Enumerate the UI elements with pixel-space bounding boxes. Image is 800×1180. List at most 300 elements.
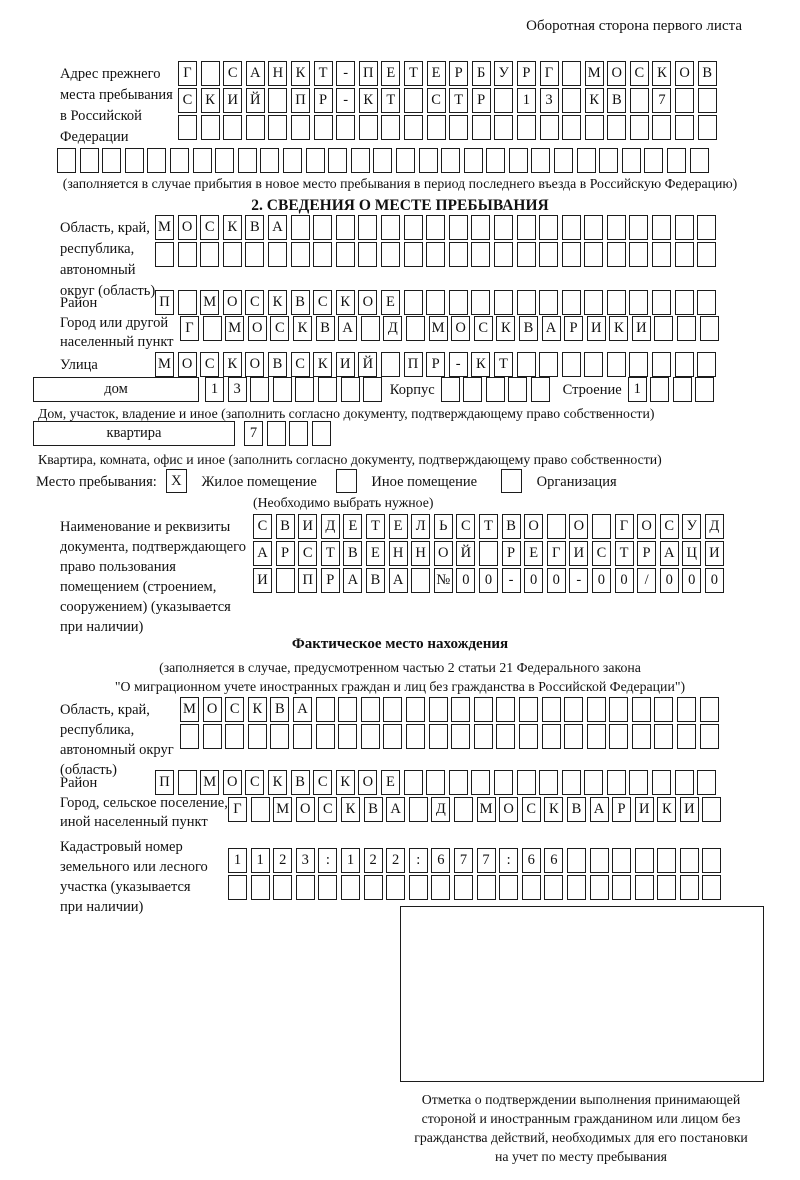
char-box[interactable]	[496, 724, 515, 749]
char-box[interactable]: Т	[479, 514, 498, 539]
char-box[interactable]: С	[223, 61, 242, 86]
char-box[interactable]	[544, 875, 563, 900]
char-box[interactable]	[486, 377, 505, 402]
char-box[interactable]	[501, 469, 522, 493]
char-box[interactable]	[336, 215, 355, 240]
char-box[interactable]	[542, 697, 561, 722]
char-box[interactable]	[652, 215, 671, 240]
char-box[interactable]: С	[660, 514, 679, 539]
char-box[interactable]	[697, 290, 716, 315]
char-box[interactable]	[125, 148, 144, 173]
char-box[interactable]: О	[358, 290, 377, 315]
char-box[interactable]: Н	[268, 61, 287, 86]
char-box[interactable]: /	[637, 568, 656, 593]
char-box[interactable]: Л	[411, 514, 430, 539]
char-box[interactable]: М	[225, 316, 244, 341]
char-box[interactable]	[201, 115, 220, 140]
char-box[interactable]	[178, 242, 197, 267]
char-box[interactable]: М	[200, 770, 219, 795]
char-box[interactable]: Е	[366, 541, 385, 566]
char-box[interactable]: 3	[228, 377, 247, 402]
char-box[interactable]	[464, 148, 483, 173]
char-box[interactable]	[562, 242, 581, 267]
char-box[interactable]: С	[630, 61, 649, 86]
char-box[interactable]: И	[587, 316, 606, 341]
char-box[interactable]: С	[291, 352, 310, 377]
char-box[interactable]	[607, 242, 626, 267]
char-box[interactable]	[697, 352, 716, 377]
char-box[interactable]	[381, 215, 400, 240]
char-box[interactable]	[318, 377, 337, 402]
char-box[interactable]	[519, 697, 538, 722]
char-box[interactable]: И	[635, 797, 654, 822]
char-box[interactable]	[654, 697, 673, 722]
char-box[interactable]	[496, 697, 515, 722]
char-box[interactable]: Р	[426, 352, 445, 377]
char-box[interactable]: М	[429, 316, 448, 341]
char-box[interactable]	[584, 215, 603, 240]
char-box[interactable]	[531, 377, 550, 402]
char-box[interactable]: Г	[540, 61, 559, 86]
char-box[interactable]	[102, 148, 121, 173]
char-box[interactable]: 0	[547, 568, 566, 593]
char-box[interactable]: И	[569, 541, 588, 566]
char-box[interactable]	[471, 215, 490, 240]
char-box[interactable]: П	[155, 290, 174, 315]
char-box[interactable]: С	[245, 770, 264, 795]
char-box[interactable]	[291, 115, 310, 140]
char-box[interactable]	[577, 148, 596, 173]
char-box[interactable]	[429, 697, 448, 722]
char-box[interactable]	[539, 352, 558, 377]
char-box[interactable]: О	[358, 770, 377, 795]
char-box[interactable]: О	[178, 352, 197, 377]
char-box[interactable]: Г	[228, 797, 247, 822]
char-box[interactable]	[404, 115, 423, 140]
char-box[interactable]: А	[253, 541, 272, 566]
char-box[interactable]	[474, 697, 493, 722]
char-box[interactable]: В	[270, 697, 289, 722]
char-box[interactable]: М	[155, 352, 174, 377]
char-box[interactable]	[635, 875, 654, 900]
char-box[interactable]	[499, 875, 518, 900]
char-box[interactable]: Т	[449, 88, 468, 113]
char-box[interactable]	[471, 290, 490, 315]
char-box[interactable]	[700, 316, 719, 341]
char-box[interactable]	[386, 875, 405, 900]
char-box[interactable]	[554, 148, 573, 173]
char-box[interactable]: Е	[427, 61, 446, 86]
char-box[interactable]	[361, 697, 380, 722]
char-box[interactable]	[517, 352, 536, 377]
char-box[interactable]	[607, 290, 626, 315]
char-box[interactable]	[441, 148, 460, 173]
char-box[interactable]: О	[675, 61, 694, 86]
char-box[interactable]	[622, 148, 641, 173]
char-box[interactable]: И	[253, 568, 272, 593]
char-box[interactable]: 1	[628, 377, 647, 402]
char-box[interactable]	[336, 115, 355, 140]
char-box[interactable]: 1	[517, 88, 536, 113]
char-box[interactable]: Р	[276, 541, 295, 566]
char-box[interactable]	[351, 148, 370, 173]
char-box[interactable]: В	[245, 215, 264, 240]
char-box[interactable]	[522, 875, 541, 900]
char-box[interactable]	[313, 215, 332, 240]
char-box[interactable]	[471, 770, 490, 795]
char-box[interactable]	[652, 290, 671, 315]
char-box[interactable]	[698, 88, 717, 113]
char-box[interactable]	[180, 724, 199, 749]
char-box[interactable]: В	[366, 568, 385, 593]
char-box[interactable]	[441, 377, 460, 402]
char-box[interactable]: 7	[454, 848, 473, 873]
char-box[interactable]: А	[268, 215, 287, 240]
char-box[interactable]	[268, 115, 287, 140]
char-box[interactable]: С	[245, 290, 264, 315]
char-box[interactable]	[612, 875, 631, 900]
char-box[interactable]: О	[223, 770, 242, 795]
char-box[interactable]: К	[609, 316, 628, 341]
char-box[interactable]	[383, 697, 402, 722]
char-box[interactable]	[358, 242, 377, 267]
char-box[interactable]	[201, 61, 220, 86]
char-box[interactable]: -	[336, 88, 355, 113]
char-box[interactable]	[295, 377, 314, 402]
char-box[interactable]	[296, 875, 315, 900]
char-box[interactable]: Р	[502, 541, 521, 566]
char-box[interactable]	[592, 514, 611, 539]
char-box[interactable]	[336, 469, 357, 493]
char-box[interactable]	[364, 875, 383, 900]
char-box[interactable]: С	[298, 541, 317, 566]
char-box[interactable]	[341, 377, 360, 402]
char-box[interactable]: А	[660, 541, 679, 566]
char-box[interactable]: -	[449, 352, 468, 377]
char-box[interactable]	[283, 148, 302, 173]
char-box[interactable]	[314, 115, 333, 140]
char-box[interactable]	[147, 148, 166, 173]
char-box[interactable]	[449, 770, 468, 795]
char-box[interactable]: 3	[296, 848, 315, 873]
char-box[interactable]: 7	[244, 421, 263, 446]
char-box[interactable]	[673, 377, 692, 402]
char-box[interactable]	[429, 724, 448, 749]
char-box[interactable]	[404, 88, 423, 113]
char-box[interactable]: А	[389, 568, 408, 593]
char-box[interactable]	[426, 215, 445, 240]
char-box[interactable]	[318, 875, 337, 900]
char-box[interactable]	[404, 770, 423, 795]
char-box[interactable]	[268, 242, 287, 267]
char-box[interactable]: Н	[411, 541, 430, 566]
char-box[interactable]: О	[569, 514, 588, 539]
char-box[interactable]	[250, 377, 269, 402]
char-box[interactable]: Е	[381, 770, 400, 795]
char-box[interactable]: Н	[389, 541, 408, 566]
char-box[interactable]: 2	[273, 848, 292, 873]
char-box[interactable]: К	[585, 88, 604, 113]
char-box[interactable]	[406, 724, 425, 749]
char-box[interactable]: В	[276, 514, 295, 539]
char-box[interactable]: К	[336, 770, 355, 795]
char-box[interactable]: В	[343, 541, 362, 566]
char-box[interactable]: М	[200, 290, 219, 315]
char-box[interactable]: И	[632, 316, 651, 341]
char-box[interactable]: 6	[544, 848, 563, 873]
char-box[interactable]	[215, 148, 234, 173]
char-box[interactable]	[590, 875, 609, 900]
char-box[interactable]	[607, 352, 626, 377]
char-box[interactable]: Д	[321, 514, 340, 539]
char-box[interactable]	[477, 875, 496, 900]
char-box[interactable]	[381, 352, 400, 377]
char-box[interactable]	[57, 148, 76, 173]
char-box[interactable]: Е	[524, 541, 543, 566]
char-box[interactable]: Д	[431, 797, 450, 822]
char-box[interactable]	[540, 115, 559, 140]
char-box[interactable]: 0	[705, 568, 724, 593]
char-box[interactable]	[517, 242, 536, 267]
char-box[interactable]	[479, 541, 498, 566]
char-box[interactable]	[697, 770, 716, 795]
char-box[interactable]: Р	[314, 88, 333, 113]
char-box[interactable]: О	[524, 514, 543, 539]
char-box[interactable]: Г	[180, 316, 199, 341]
char-box[interactable]: Т	[494, 352, 513, 377]
char-box[interactable]: 1	[205, 377, 224, 402]
char-box[interactable]	[267, 421, 286, 446]
char-box[interactable]	[609, 724, 628, 749]
char-box[interactable]	[652, 352, 671, 377]
char-box[interactable]	[584, 352, 603, 377]
char-box[interactable]: -	[502, 568, 521, 593]
char-box[interactable]	[517, 215, 536, 240]
char-box[interactable]	[449, 242, 468, 267]
char-box[interactable]	[539, 290, 558, 315]
char-box[interactable]: -	[569, 568, 588, 593]
char-box[interactable]	[406, 697, 425, 722]
char-box[interactable]	[542, 724, 561, 749]
char-box[interactable]	[547, 514, 566, 539]
char-box[interactable]: 0	[592, 568, 611, 593]
char-box[interactable]	[248, 724, 267, 749]
char-box[interactable]: Р	[449, 61, 468, 86]
char-box[interactable]: А	[338, 316, 357, 341]
char-box[interactable]	[698, 115, 717, 140]
char-box[interactable]	[562, 215, 581, 240]
char-box[interactable]	[599, 148, 618, 173]
char-box[interactable]: О	[248, 316, 267, 341]
char-box[interactable]	[652, 242, 671, 267]
char-box[interactable]: Е	[343, 514, 362, 539]
char-box[interactable]: Р	[321, 568, 340, 593]
char-box[interactable]: 7	[652, 88, 671, 113]
char-box[interactable]	[584, 242, 603, 267]
char-box[interactable]: Г	[615, 514, 634, 539]
char-box[interactable]: Е	[381, 290, 400, 315]
char-box[interactable]	[539, 215, 558, 240]
char-box[interactable]	[170, 148, 189, 173]
char-box[interactable]: М	[477, 797, 496, 822]
char-box[interactable]	[629, 770, 648, 795]
char-box[interactable]: К	[359, 88, 378, 113]
char-box[interactable]: В	[291, 770, 310, 795]
char-box[interactable]	[562, 290, 581, 315]
char-box[interactable]	[313, 242, 332, 267]
char-box[interactable]	[562, 88, 581, 113]
char-box[interactable]: А	[293, 697, 312, 722]
char-box[interactable]	[680, 848, 699, 873]
char-box[interactable]	[607, 115, 626, 140]
char-box[interactable]	[426, 290, 445, 315]
char-box[interactable]	[225, 724, 244, 749]
char-box[interactable]: К	[223, 352, 242, 377]
char-box[interactable]	[675, 770, 694, 795]
char-box[interactable]: 0	[479, 568, 498, 593]
char-box[interactable]	[539, 242, 558, 267]
char-box[interactable]	[238, 148, 257, 173]
char-box[interactable]	[539, 770, 558, 795]
char-box[interactable]	[291, 242, 310, 267]
char-box[interactable]	[312, 421, 331, 446]
char-box[interactable]	[200, 242, 219, 267]
char-box[interactable]	[630, 88, 649, 113]
char-box[interactable]: В	[364, 797, 383, 822]
char-box[interactable]	[409, 875, 428, 900]
char-box[interactable]	[612, 848, 631, 873]
char-box[interactable]: К	[248, 697, 267, 722]
char-box[interactable]	[680, 875, 699, 900]
char-box[interactable]: О	[178, 215, 197, 240]
char-box[interactable]: С	[592, 541, 611, 566]
char-box[interactable]	[702, 848, 721, 873]
char-box[interactable]: О	[607, 61, 626, 86]
char-box[interactable]: В	[502, 514, 521, 539]
char-box[interactable]	[404, 242, 423, 267]
char-box[interactable]: Т	[615, 541, 634, 566]
char-box[interactable]	[508, 377, 527, 402]
char-box[interactable]: С	[313, 770, 332, 795]
char-box[interactable]: Т	[314, 61, 333, 86]
char-box[interactable]	[411, 568, 430, 593]
char-box[interactable]	[406, 316, 425, 341]
char-box[interactable]	[383, 724, 402, 749]
char-box[interactable]: П	[404, 352, 423, 377]
char-box[interactable]: В	[607, 88, 626, 113]
char-box[interactable]	[472, 115, 491, 140]
char-box[interactable]	[564, 724, 583, 749]
char-box[interactable]	[650, 377, 669, 402]
char-box[interactable]: Е	[381, 61, 400, 86]
char-box[interactable]	[451, 697, 470, 722]
char-box[interactable]: 2	[364, 848, 383, 873]
char-box[interactable]: М	[155, 215, 174, 240]
char-box[interactable]	[675, 115, 694, 140]
char-box[interactable]	[675, 88, 694, 113]
char-box[interactable]	[449, 115, 468, 140]
char-box[interactable]: С	[427, 88, 446, 113]
char-box[interactable]	[700, 724, 719, 749]
char-box[interactable]	[584, 290, 603, 315]
char-box[interactable]: С	[270, 316, 289, 341]
char-box[interactable]	[291, 215, 310, 240]
char-box[interactable]	[677, 316, 696, 341]
char-box[interactable]: Т	[366, 514, 385, 539]
char-box[interactable]	[419, 148, 438, 173]
char-box[interactable]: К	[201, 88, 220, 113]
char-box[interactable]	[675, 290, 694, 315]
char-box[interactable]	[652, 770, 671, 795]
char-box[interactable]: Й	[246, 88, 265, 113]
char-box[interactable]	[228, 875, 247, 900]
char-box[interactable]	[657, 848, 676, 873]
char-box[interactable]: К	[268, 290, 287, 315]
char-box[interactable]	[289, 421, 308, 446]
char-box[interactable]: №	[434, 568, 453, 593]
char-box[interactable]	[359, 115, 378, 140]
char-box[interactable]: В	[519, 316, 538, 341]
char-box[interactable]	[697, 215, 716, 240]
char-box[interactable]	[590, 848, 609, 873]
char-box[interactable]: 6	[522, 848, 541, 873]
char-box[interactable]: :	[409, 848, 428, 873]
char-box[interactable]: И	[336, 352, 355, 377]
char-box[interactable]: С	[456, 514, 475, 539]
char-box[interactable]	[338, 697, 357, 722]
char-box[interactable]: X	[166, 469, 187, 493]
char-box[interactable]: И	[223, 88, 242, 113]
char-box[interactable]	[251, 875, 270, 900]
char-box[interactable]	[381, 115, 400, 140]
char-box[interactable]: П	[291, 88, 310, 113]
char-box[interactable]	[178, 290, 197, 315]
char-box[interactable]: П	[298, 568, 317, 593]
char-box[interactable]	[695, 377, 714, 402]
char-box[interactable]	[293, 724, 312, 749]
char-box[interactable]: С	[200, 215, 219, 240]
char-box[interactable]: Р	[517, 61, 536, 86]
char-box[interactable]	[338, 724, 357, 749]
char-box[interactable]: К	[652, 61, 671, 86]
char-box[interactable]	[531, 148, 550, 173]
char-box[interactable]: О	[499, 797, 518, 822]
char-box[interactable]: А	[386, 797, 405, 822]
char-box[interactable]	[697, 242, 716, 267]
char-box[interactable]	[519, 724, 538, 749]
char-box[interactable]	[677, 724, 696, 749]
char-box[interactable]	[644, 148, 663, 173]
char-box[interactable]	[509, 148, 528, 173]
char-box[interactable]	[276, 568, 295, 593]
char-box[interactable]	[427, 115, 446, 140]
char-box[interactable]: 1	[251, 848, 270, 873]
char-box[interactable]	[675, 242, 694, 267]
char-box[interactable]	[409, 797, 428, 822]
char-box[interactable]: Г	[178, 61, 197, 86]
char-box[interactable]: Т	[404, 61, 423, 86]
char-box[interactable]: 0	[615, 568, 634, 593]
char-box[interactable]: У	[494, 61, 513, 86]
char-box[interactable]: С	[200, 352, 219, 377]
char-box[interactable]	[609, 697, 628, 722]
char-box[interactable]	[607, 770, 626, 795]
char-box[interactable]: 6	[431, 848, 450, 873]
char-box[interactable]	[654, 724, 673, 749]
char-box[interactable]	[193, 148, 212, 173]
char-box[interactable]: К	[657, 797, 676, 822]
char-box[interactable]: Е	[389, 514, 408, 539]
